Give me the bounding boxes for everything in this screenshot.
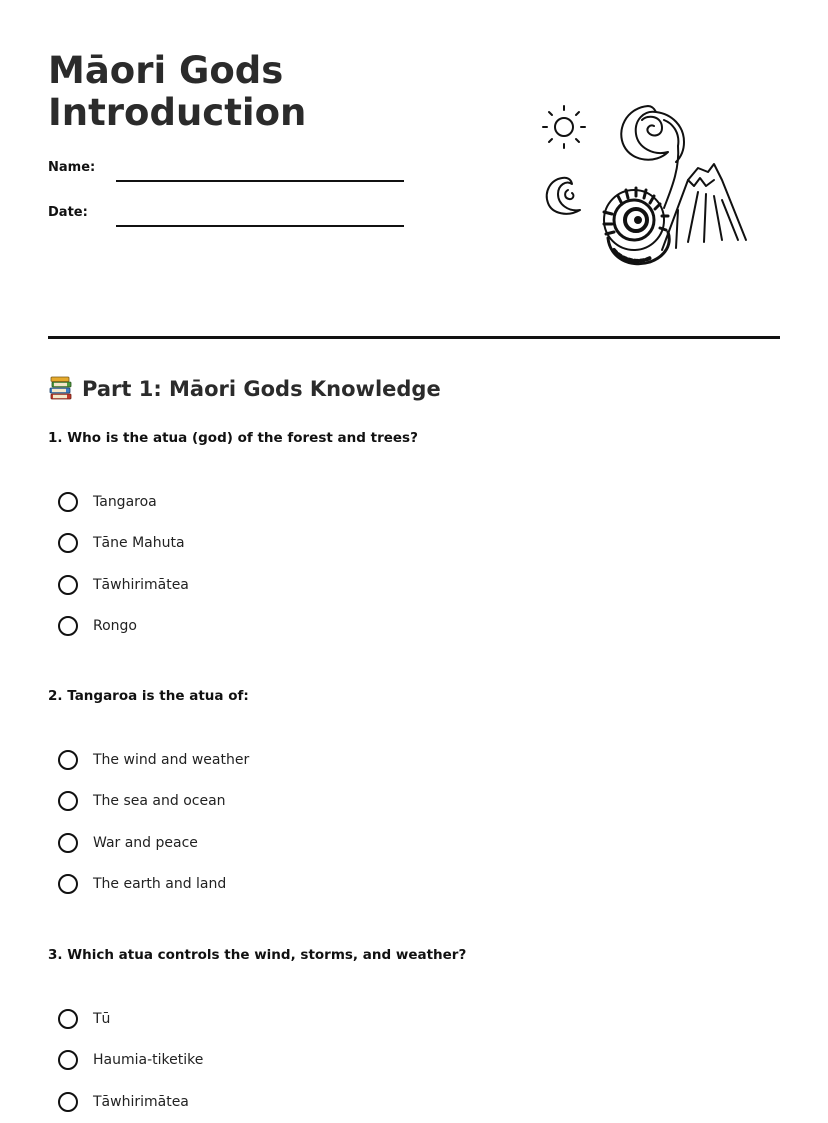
- option-label: Tāwhirimātea: [93, 576, 189, 593]
- option-radio-haumia-tiketike[interactable]: [58, 1040, 203, 1082]
- option-radio-tangaroa[interactable]: [58, 481, 189, 523]
- radio-button[interactable]: [58, 492, 78, 512]
- question-2-options: [58, 739, 249, 905]
- option-label: War and peace: [93, 834, 198, 851]
- radio-button[interactable]: [58, 833, 78, 853]
- option-label: The wind and weather: [93, 751, 250, 768]
- radio-button[interactable]: [58, 750, 78, 770]
- books-icon: [48, 376, 74, 402]
- option-radio-tawhirimatea[interactable]: [58, 564, 189, 606]
- koru-spiral-icon: [604, 188, 669, 264]
- option-radio-tu[interactable]: [58, 998, 203, 1040]
- option-label: Tāne Mahuta: [93, 535, 185, 552]
- option-radio-sea-ocean[interactable]: [58, 781, 249, 823]
- name-label: Name:: [48, 160, 96, 175]
- radio-button[interactable]: [58, 616, 78, 636]
- radio-button[interactable]: [58, 533, 78, 553]
- question-3-text: 3. Which atua controls the wind, storms, and weather?: [48, 947, 467, 963]
- option-radio-war-peace[interactable]: [58, 822, 249, 864]
- part1-heading-text: Part 1: Māori Gods Knowledge: [82, 377, 441, 401]
- option-label: The sea and ocean: [93, 793, 226, 810]
- question-3: [48, 945, 788, 1110]
- question-1: [48, 428, 788, 635]
- radio-button[interactable]: [58, 791, 78, 811]
- section-divider: [48, 336, 780, 339]
- part1-heading: [48, 374, 441, 404]
- crescent-moon-icon: [547, 178, 580, 214]
- option-radio-rongo[interactable]: [58, 606, 189, 648]
- worksheet-title: Māori Gods Introduction: [48, 49, 307, 134]
- option-label: Haumia-tiketike: [93, 1052, 204, 1069]
- radio-button[interactable]: [58, 1009, 78, 1029]
- question-1-text: 1. Who is the atua (god) of the forest and trees?: [48, 430, 418, 446]
- name-field: [48, 160, 408, 190]
- option-label: Tū: [93, 1010, 111, 1027]
- date-field: [48, 205, 408, 235]
- question-3-options: [58, 998, 203, 1123]
- option-label: Tāwhirimātea: [93, 1093, 189, 1110]
- question-2-text: 2. Tangaroa is the atua of:: [48, 688, 249, 704]
- question-1-options: [58, 481, 189, 647]
- option-radio-tawhirimatea-q3[interactable]: [58, 1081, 203, 1123]
- option-radio-earth-land[interactable]: [58, 864, 249, 906]
- question-2: [48, 686, 788, 893]
- option-label: Tangaroa: [93, 493, 157, 510]
- maori-atua-sun-moon-mountain-icon: [538, 100, 750, 275]
- option-radio-wind-weather[interactable]: [58, 739, 249, 781]
- date-input-line[interactable]: [116, 225, 404, 227]
- radio-button[interactable]: [58, 1092, 78, 1112]
- option-label: The earth and land: [93, 876, 227, 893]
- radio-button[interactable]: [58, 1050, 78, 1070]
- radio-button[interactable]: [58, 874, 78, 894]
- radio-button[interactable]: [58, 575, 78, 595]
- name-input-line[interactable]: [116, 180, 404, 182]
- date-label: Date:: [48, 205, 88, 220]
- sun-icon: [555, 118, 573, 136]
- option-radio-tane-mahuta[interactable]: [58, 523, 189, 565]
- option-label: Rongo: [93, 618, 137, 635]
